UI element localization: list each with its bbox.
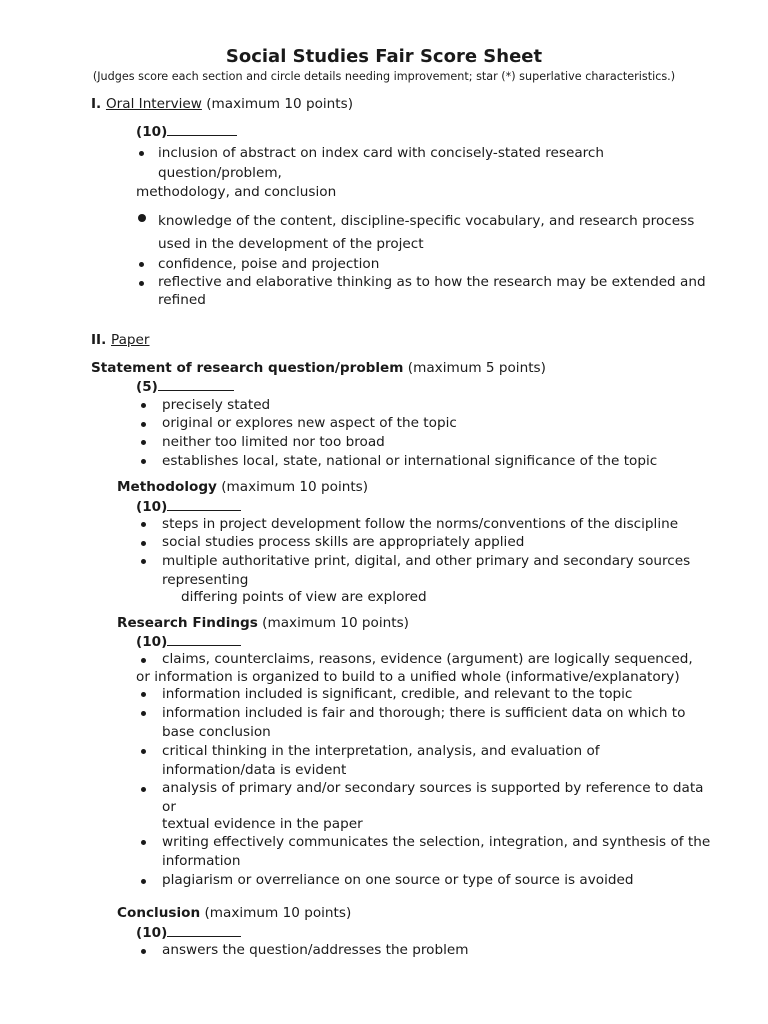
oral-score-field[interactable]	[136, 122, 237, 141]
list-item: multiple authoritative print, digital, and other primary and secondary sources	[162, 553, 691, 569]
subsection-title: Statement of research question/problem	[91, 360, 404, 376]
score-max: (10)	[136, 499, 168, 515]
conclusion-score-field[interactable]	[136, 923, 241, 942]
list-item-continuation: question/problem,	[158, 165, 282, 181]
score-max: (10)	[136, 925, 168, 941]
score-blank[interactable]	[167, 632, 241, 646]
list-item: claims, counterclaims, reasons, evidence (argument) are logically sequenced,	[162, 651, 693, 667]
methodology-score-field[interactable]	[136, 497, 241, 516]
list-item-continuation: information/data is evident	[162, 762, 347, 778]
bullet	[141, 459, 146, 464]
section-numeral: I.	[91, 96, 106, 112]
bullet	[139, 151, 144, 156]
score-blank[interactable]	[167, 122, 237, 136]
score-blank[interactable]	[158, 377, 234, 391]
list-item-continuation: or information is organized to build to a unified whole (informative/explanatory)	[136, 669, 680, 685]
score-max: (5)	[136, 379, 158, 395]
bullet	[141, 403, 146, 408]
instructions: (Judges score each section and circle details needing improvement; star (*) superlative characteristics.)	[92, 70, 676, 83]
bullet	[141, 949, 146, 954]
bullet	[141, 559, 146, 564]
section-points: (maximum 10 points)	[201, 96, 354, 112]
statement-score-field[interactable]	[136, 377, 234, 396]
list-item: information included is fair and thorough; there is sufficient data on which to	[162, 705, 686, 721]
list-item-continuation: information	[162, 853, 241, 869]
subsection-title: Research Findings	[117, 615, 258, 631]
list-item-continuation: textual evidence in the paper	[162, 816, 363, 832]
list-item-continuation: representing	[162, 572, 249, 588]
bullet	[141, 541, 146, 546]
list-item-continuation: or	[162, 799, 176, 815]
section-oral-heading	[91, 95, 353, 113]
score-max: (10)	[136, 124, 168, 140]
findings-score-field[interactable]	[136, 632, 241, 651]
bullet	[139, 262, 144, 267]
subsection-points: (maximum 10 points)	[257, 615, 409, 631]
list-item-continuation: differing points of view are explored	[181, 589, 427, 605]
list-item: steps in project development follow the norms/conventions of the discipline	[162, 516, 679, 532]
list-item: writing effectively communicates the selection, integration, and synthesis of the	[162, 834, 711, 850]
list-item-continuation: used in the development of the project	[158, 236, 424, 252]
subsection-points: (maximum 10 points)	[216, 479, 369, 495]
score-blank[interactable]	[167, 497, 241, 511]
list-item: precisely stated	[162, 397, 271, 413]
list-item: original or explores new aspect of the topic	[162, 415, 457, 431]
list-item-continuation: base conclusion	[162, 724, 271, 740]
list-item: answers the question/addresses the problem	[162, 942, 469, 958]
section-numeral: II.	[91, 332, 112, 348]
list-item: reflective and elaborative thinking as to how the research may be extended and	[158, 274, 706, 290]
list-item: social studies process skills are appropriately applied	[162, 534, 525, 550]
subsection-title: Methodology	[117, 479, 217, 495]
list-item: analysis of primary and/or secondary sources is supported by reference to data	[162, 780, 704, 796]
bullet	[141, 658, 146, 663]
statement-heading	[91, 359, 546, 377]
page-title: Social Studies Fair Score Sheet	[225, 46, 543, 67]
bullet	[141, 692, 146, 697]
list-item: confidence, poise and projection	[158, 256, 380, 272]
section-title: Oral Interview	[105, 96, 202, 112]
bullet	[141, 422, 146, 427]
methodology-heading	[117, 478, 368, 496]
list-item: knowledge of the content, discipline-specific vocabulary, and research process	[158, 213, 695, 229]
list-item-continuation: refined	[158, 292, 206, 308]
list-item: inclusion of abstract on index card with concisely-stated research	[158, 145, 605, 161]
bullet	[141, 840, 146, 845]
list-item: neither too limited nor too broad	[162, 434, 385, 450]
bullet	[141, 440, 146, 445]
conclusion-heading	[117, 904, 351, 922]
list-item-continuation: methodology, and conclusion	[136, 184, 337, 200]
findings-heading	[117, 614, 409, 632]
subsection-title: Conclusion	[117, 905, 201, 921]
bullet	[139, 281, 144, 286]
bullet	[141, 879, 146, 884]
score-max: (10)	[136, 634, 168, 650]
bullet	[141, 749, 146, 754]
bullet	[141, 711, 146, 716]
section-paper-heading	[91, 331, 150, 349]
list-item: establishes local, state, national or international significance of the topic	[162, 453, 658, 469]
bullet	[138, 214, 146, 222]
list-item: plagiarism or overreliance on one source or type of source is avoided	[162, 872, 634, 888]
list-item: critical thinking in the interpretation, analysis, and evaluation of	[162, 743, 600, 759]
bullet	[141, 522, 146, 527]
list-item: information included is significant, credible, and relevant to the topic	[162, 686, 633, 702]
subsection-points: (maximum 5 points)	[403, 360, 546, 376]
bullet	[141, 787, 146, 792]
section-title: Paper	[111, 332, 150, 348]
score-blank[interactable]	[167, 923, 241, 937]
subsection-points: (maximum 10 points)	[200, 905, 352, 921]
